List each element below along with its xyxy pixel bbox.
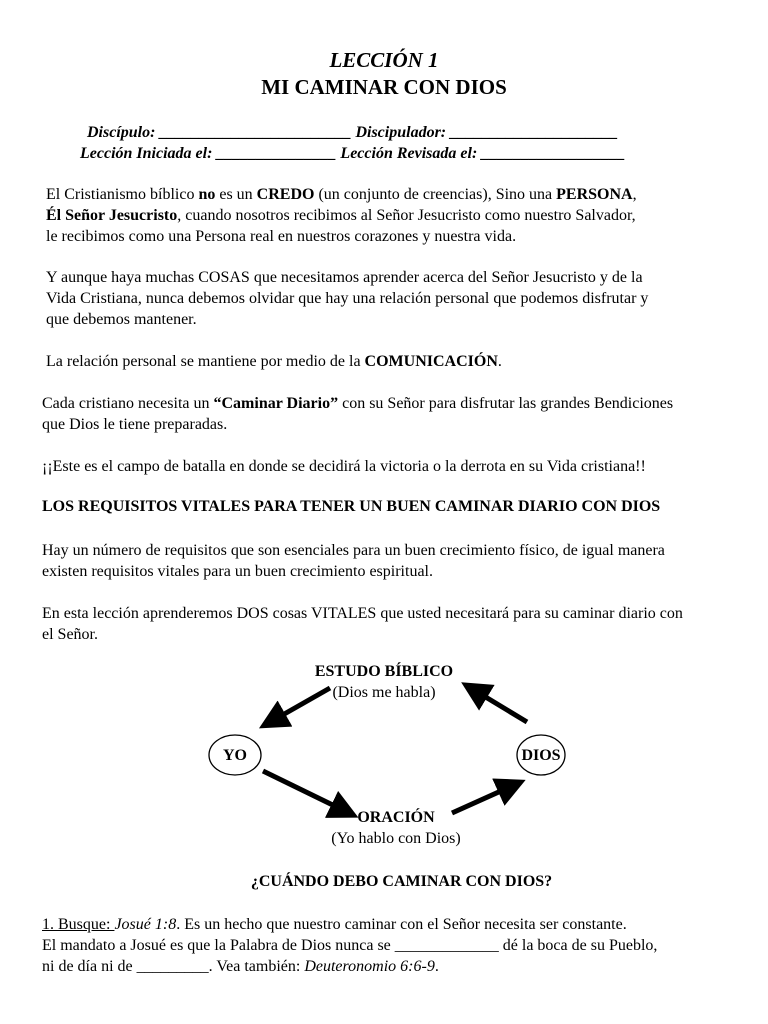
lesson-title: MI CAMINAR CON DIOS xyxy=(261,75,507,99)
form-row-1 xyxy=(87,124,618,142)
disciple-field[interactable]: ________________________ xyxy=(159,124,352,141)
paragraph-batalla: ¡¡Este es el campo de batalla en donde se decidirá la victoria o la derrota en su Vida cristiana!! xyxy=(42,458,646,475)
discipler-label: Discipulador: xyxy=(355,124,447,141)
diagram-top-subtitle: (Dios me habla) xyxy=(332,684,436,701)
item-1-label: 1. Busque: xyxy=(42,916,115,933)
item-1: 1. Busque: Josué 1:8. Es un hecho que nuestro caminar con el Señor necesita ser constante. El mandato a Josué es que la Palabra de Dios nunca se _____________ dé la boca de su Pueblo, ni de día ni de _________. Vea también: Deuteronomio 6:6-9. xyxy=(42,916,658,975)
intro-line-3: le recibimos como una Persona real en nuestros corazones y nuestra vida. xyxy=(46,228,517,245)
intro-line-2: Él Señor Jesucristo, cuando nosotros recibimos al Señor Jesucristo como nuestro Salvador, xyxy=(46,207,636,224)
question-heading: ¿CUÁNDO DEBO CAMINAR CON DIOS? xyxy=(250,873,553,890)
disciple-label: Discípulo: xyxy=(87,124,156,141)
intro-line-1: El Cristianismo bíblico no es un CREDO (un conjunto de creencias), Sino una PERSONA, xyxy=(46,186,637,203)
diagram-bottom-title: ORACIÓN xyxy=(357,809,435,826)
diagram-bottom-subtitle: (Yo hablo con Dios) xyxy=(331,830,461,847)
paragraph-cosas: Y aunque haya muchas COSAS que necesitamos aprender acerca del Señor Jesucristo y de la Vida Cristiana, nunca debemos olvidar que hay una relación personal que podemos disfrutar y que debemos mantener. xyxy=(46,269,649,328)
paragraph-dos-cosas: En esta lección aprenderemos DOS cosas VITALES que usted necesitará para su caminar diario con el Señor. xyxy=(42,605,683,643)
intro-paragraph xyxy=(46,184,637,247)
yo-node-label: YO xyxy=(223,747,247,764)
started-label: Lección Iniciada el: xyxy=(80,145,213,162)
dios-node-label: DIOS xyxy=(521,747,561,764)
reviewed-label: Lección Revisada el: xyxy=(340,145,478,162)
lesson-number: LECCIÓN 1 xyxy=(329,48,439,72)
diagram-top-title: ESTUDO BÍBLICO xyxy=(314,663,454,680)
started-field[interactable]: _______________ xyxy=(216,145,337,162)
item-1-reference: Josué 1:8 xyxy=(114,916,177,933)
form-row-2 xyxy=(80,145,625,163)
reviewed-field[interactable]: __________________ xyxy=(481,145,626,162)
arrow-dios-to-estudio xyxy=(474,690,527,722)
discipler-field[interactable]: _____________________ xyxy=(450,124,619,141)
paragraph-requisitos: Hay un número de requisitos que son esenciales para un buen crecimiento físico, de igual manera existen requisitos vitales para un buen crecimiento espiritual. xyxy=(42,542,665,580)
arrow-yo-to-oracion xyxy=(263,771,345,811)
paragraph-caminar-diario: Cada cristiano necesita un “Caminar Diario” con su Señor para disfrutar las grandes Bendiciones que Dios le tiene preparadas. xyxy=(42,395,674,433)
arrow-estudio-to-yo xyxy=(272,688,330,721)
paragraph-comunicacion: La relación personal se mantiene por medio de la COMUNICACIÓN. xyxy=(46,353,502,370)
walk-with-god-diagram xyxy=(0,655,768,855)
section-heading: LOS REQUISITOS VITALES PARA TENER UN BUEN CAMINAR DIARIO CON DIOS xyxy=(42,498,661,515)
